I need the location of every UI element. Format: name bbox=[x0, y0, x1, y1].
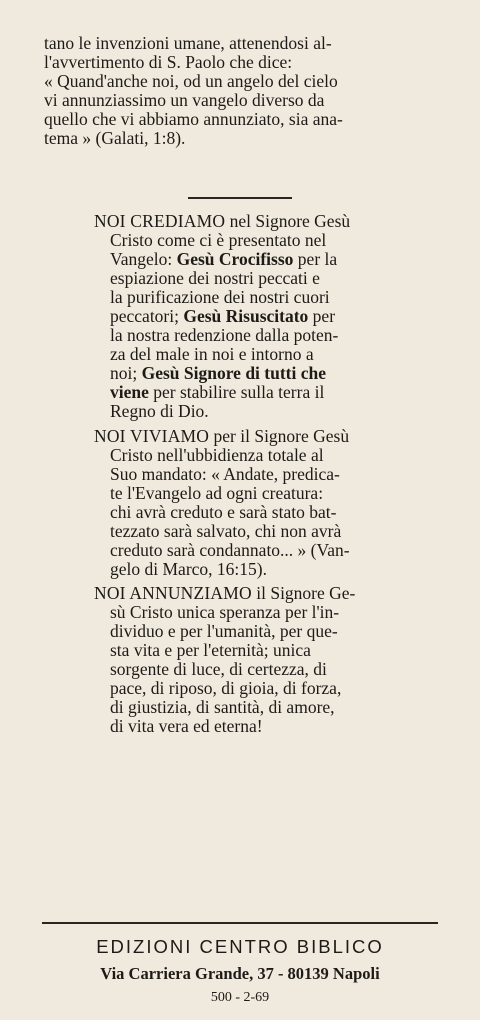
credo-seg: per bbox=[308, 306, 336, 326]
credo-lead: NOI CREDIAMO bbox=[94, 211, 226, 231]
annunziamo-paragraph bbox=[94, 584, 434, 736]
credo-seg: nel Signore Gesù bbox=[225, 211, 351, 231]
footer-divider bbox=[42, 922, 438, 924]
credo-seg-bold: Gesù Risuscitato bbox=[183, 306, 309, 326]
intro-line: tema » (Galati, 1:8). bbox=[44, 128, 186, 148]
section-divider bbox=[188, 197, 292, 199]
viviamo-line: creduto sarà condannato... » (Van- bbox=[110, 540, 350, 560]
credo-line bbox=[94, 250, 434, 269]
intro-line: l'avvertimento di S. Paolo che dice: bbox=[44, 52, 293, 72]
credo-seg: la purificazione dei nostri cuori bbox=[110, 287, 330, 307]
credo-line bbox=[94, 345, 434, 364]
credo-line bbox=[94, 383, 434, 402]
credo-seg: Cristo come ci è presentato nel bbox=[110, 230, 327, 250]
annunziamo-lead: NOI ANNUNZIAMO bbox=[94, 583, 252, 603]
credo-paragraph bbox=[94, 212, 434, 421]
annunziamo-line-first bbox=[94, 584, 434, 603]
credo-line bbox=[94, 402, 434, 421]
credo-seg: Vangelo: bbox=[110, 249, 177, 269]
viviamo-line: chi avrà creduto e sarà stato bat- bbox=[110, 502, 337, 522]
intro-line: quello che vi abbiamo annunziato, sia ana- bbox=[44, 109, 343, 129]
credo-seg-bold: viene bbox=[110, 382, 149, 402]
credo-seg: espiazione dei nostri peccati e bbox=[110, 268, 320, 288]
credo-seg: per la bbox=[293, 249, 338, 269]
viviamo-line: te l'Evangelo ad ogni creatura: bbox=[110, 483, 324, 503]
credo-seg: Regno di Dio. bbox=[110, 401, 209, 421]
credo-seg: peccatori; bbox=[110, 306, 184, 326]
annunziamo-line: di giustizia, di santità, di amore, bbox=[110, 697, 335, 717]
viviamo-line: Cristo nell'ubbidienza totale al bbox=[110, 445, 324, 465]
annunziamo-line: di vita vera ed eterna! bbox=[110, 716, 263, 736]
credo-seg: per stabilire sulla terra il bbox=[148, 382, 325, 402]
viviamo-line: Suo mandato: « Andate, predica- bbox=[110, 464, 340, 484]
annunziamo-line: dividuo e per l'umanità, per que- bbox=[110, 621, 338, 641]
credo-line-first bbox=[94, 212, 434, 231]
viviamo-lead: NOI VIVIAMO bbox=[94, 426, 210, 446]
viviamo-seg: per il Signore Gesù bbox=[209, 426, 350, 446]
intro-paragraph bbox=[44, 34, 436, 148]
credo-line bbox=[94, 326, 434, 345]
credo-seg-bold: Gesù Crocifisso bbox=[176, 249, 294, 269]
credo-line bbox=[94, 307, 434, 326]
credo-line bbox=[94, 364, 434, 383]
credo-seg: noi; bbox=[110, 363, 142, 383]
intro-line: « Quand'anche noi, od un angelo del cielo bbox=[44, 71, 338, 91]
viviamo-line: gelo di Marco, 16:15). bbox=[110, 559, 267, 579]
print-code: 500 - 2-69 bbox=[210, 990, 270, 1005]
publisher-address: Via Carriera Grande, 37 - 80139 Napoli bbox=[100, 964, 380, 983]
credo-line bbox=[94, 288, 434, 307]
annunziamo-line: pace, di riposo, di gioia, di forza, bbox=[110, 678, 342, 698]
credo-seg: la nostra redenzione dalla poten- bbox=[110, 325, 339, 345]
intro-line: vi annunziassimo un vangelo diverso da bbox=[44, 90, 325, 110]
annunziamo-line: sta vita e per l'eternità; unica bbox=[110, 640, 311, 660]
credo-seg: za del male in noi e intorno a bbox=[110, 344, 314, 364]
annunziamo-line: sorgente di luce, di certezza, di bbox=[110, 659, 327, 679]
annunziamo-line: sù Cristo unica speranza per l'in- bbox=[110, 602, 340, 622]
viviamo-paragraph bbox=[94, 427, 434, 579]
annunziamo-seg: il Signore Ge- bbox=[251, 583, 356, 603]
viviamo-line: tezzato sarà salvato, chi non avrà bbox=[110, 521, 342, 541]
credo-line bbox=[94, 269, 434, 288]
credo-line bbox=[94, 231, 434, 250]
publisher-name: EDIZIONI CENTRO BIBLICO bbox=[96, 936, 384, 957]
credo-seg-bold: Gesù Signore di tutti che bbox=[141, 363, 327, 383]
intro-line: tano le invenzioni umane, attenendosi al- bbox=[44, 33, 332, 53]
viviamo-line-first bbox=[94, 427, 434, 446]
